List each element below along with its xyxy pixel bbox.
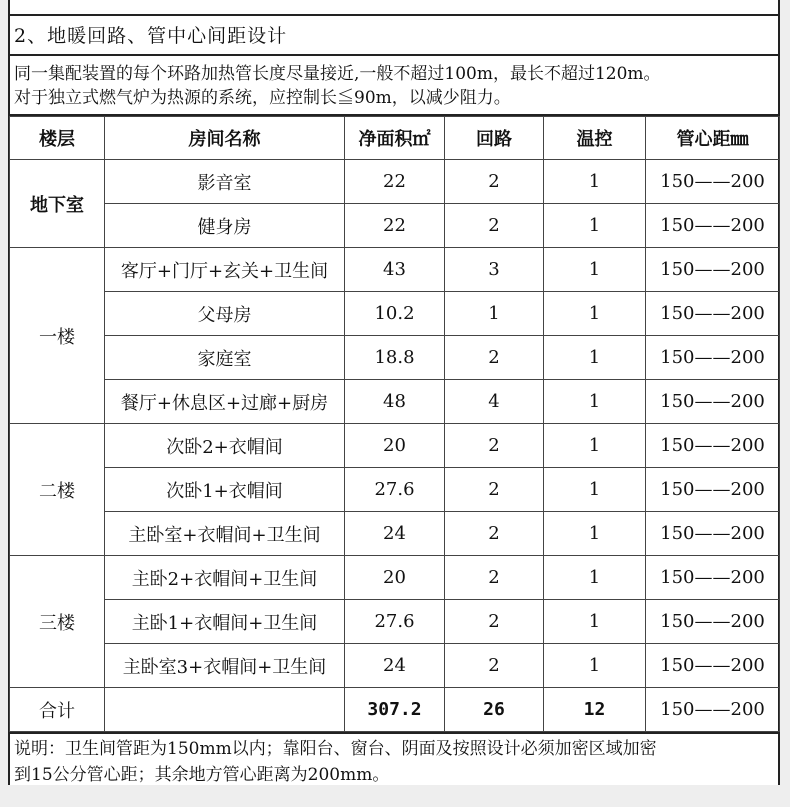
table-row	[10, 292, 780, 336]
total-label: 合计	[10, 688, 105, 732]
floor-name-cell: 一楼	[10, 248, 105, 424]
top-strip	[10, 0, 778, 16]
table-row	[10, 248, 780, 292]
header-net-area: 净面积㎡	[345, 117, 445, 160]
loops-cell: 2	[445, 160, 544, 204]
loops-cell: 2	[445, 424, 544, 468]
net-area-cell: 24	[345, 512, 445, 556]
pipe-spacing-cell: 150——200	[646, 380, 780, 424]
heating-loop-table	[9, 116, 780, 732]
room-name-cell: 次卧2+衣帽间	[105, 424, 345, 468]
thermostat-cell: 1	[544, 380, 646, 424]
pipe-spacing-cell: 150——200	[646, 336, 780, 380]
thermostat-cell: 1	[544, 600, 646, 644]
net-area-cell: 20	[345, 556, 445, 600]
room-name-cell: 主卧室3+衣帽间+卫生间	[105, 644, 345, 688]
room-name-cell: 客厅+门厅+玄关+卫生间	[105, 248, 345, 292]
room-name-cell: 主卧室+衣帽间+卫生间	[105, 512, 345, 556]
pipe-spacing-cell: 150——200	[646, 248, 780, 292]
thermostat-cell: 1	[544, 160, 646, 204]
net-area-cell: 18.8	[345, 336, 445, 380]
header-floor: 楼层	[10, 117, 105, 160]
table-row	[10, 204, 780, 248]
table-row	[10, 512, 780, 556]
loops-cell: 4	[445, 380, 544, 424]
thermostat-cell: 1	[544, 468, 646, 512]
room-name-cell: 主卧2+衣帽间+卫生间	[105, 556, 345, 600]
intro-line-2: 对于独立式燃气炉为热源的系统，应控制长≦90m，以减少阻力。	[14, 88, 511, 108]
floor-name-cell: 地下室	[10, 160, 105, 248]
net-area-cell: 20	[345, 424, 445, 468]
thermostat-cell: 1	[544, 512, 646, 556]
table-row	[10, 336, 780, 380]
table-row	[10, 600, 780, 644]
thermostat-cell: 1	[544, 336, 646, 380]
net-area-cell: 22	[345, 204, 445, 248]
pipe-spacing-cell: 150——200	[646, 556, 780, 600]
loops-cell: 2	[445, 644, 544, 688]
total-spacing: 150——200	[646, 688, 780, 732]
floor-name-cell: 三楼	[10, 556, 105, 688]
room-name-cell: 影音室	[105, 160, 345, 204]
loops-cell: 2	[445, 204, 544, 248]
header-thermostat: 温控	[544, 117, 646, 160]
room-name-cell: 次卧1+衣帽间	[105, 468, 345, 512]
net-area-cell: 27.6	[345, 468, 445, 512]
net-area-cell: 24	[345, 644, 445, 688]
floor-name-cell: 二楼	[10, 424, 105, 556]
loops-cell: 2	[445, 336, 544, 380]
pipe-spacing-cell: 150——200	[646, 424, 780, 468]
intro-text	[10, 56, 778, 116]
header-loops: 回路	[445, 117, 544, 160]
loops-cell: 2	[445, 556, 544, 600]
table-row	[10, 160, 780, 204]
section-title: 2、地暖回路、管中心间距设计	[10, 16, 778, 56]
table-row	[10, 644, 780, 688]
net-area-cell: 27.6	[345, 600, 445, 644]
table-row	[10, 424, 780, 468]
pipe-spacing-cell: 150——200	[646, 204, 780, 248]
loops-cell: 2	[445, 468, 544, 512]
footer-line-1: 说明：卫生间管距为150mm以内；靠阳台、窗台、阴面及按照设计必须加密区域加密	[14, 739, 657, 759]
table-row	[10, 380, 780, 424]
room-name-cell: 家庭室	[105, 336, 345, 380]
total-area: 307.2	[345, 688, 445, 732]
loops-cell: 3	[445, 248, 544, 292]
pipe-spacing-cell: 150——200	[646, 468, 780, 512]
pipe-spacing-cell: 150——200	[646, 600, 780, 644]
total-thermostats: 12	[544, 688, 646, 732]
room-name-cell: 健身房	[105, 204, 345, 248]
room-name-cell: 主卧1+衣帽间+卫生间	[105, 600, 345, 644]
footer-line-2: 到15公分管心距；其余地方管心距离为200mm。	[14, 765, 390, 785]
pipe-spacing-cell: 150——200	[646, 160, 780, 204]
document-sheet	[8, 0, 780, 785]
room-name-cell: 父母房	[105, 292, 345, 336]
net-area-cell: 10.2	[345, 292, 445, 336]
total-row	[10, 688, 780, 732]
thermostat-cell: 1	[544, 424, 646, 468]
net-area-cell: 48	[345, 380, 445, 424]
pipe-spacing-cell: 150——200	[646, 644, 780, 688]
thermostat-cell: 1	[544, 204, 646, 248]
net-area-cell: 43	[345, 248, 445, 292]
pipe-spacing-cell: 150——200	[646, 512, 780, 556]
table-row	[10, 556, 780, 600]
thermostat-cell: 1	[544, 248, 646, 292]
thermostat-cell: 1	[544, 644, 646, 688]
thermostat-cell: 1	[544, 556, 646, 600]
total-room	[105, 688, 345, 732]
footer-note	[10, 732, 778, 788]
room-name-cell: 餐厅+休息区+过廊+厨房	[105, 380, 345, 424]
header-room-name: 房间名称	[105, 117, 345, 160]
loops-cell: 2	[445, 512, 544, 556]
loops-cell: 1	[445, 292, 544, 336]
pipe-spacing-cell: 150——200	[646, 292, 780, 336]
table-header-row	[10, 117, 780, 160]
loops-cell: 2	[445, 600, 544, 644]
table-row	[10, 468, 780, 512]
thermostat-cell: 1	[544, 292, 646, 336]
net-area-cell: 22	[345, 160, 445, 204]
header-pipe-spacing: 管心距㎜	[646, 117, 780, 160]
total-loops: 26	[445, 688, 544, 732]
intro-line-1: 同一集配装置的每个环路加热管长度尽量接近,一般不超过100m，最长不超过120m。	[14, 64, 661, 84]
